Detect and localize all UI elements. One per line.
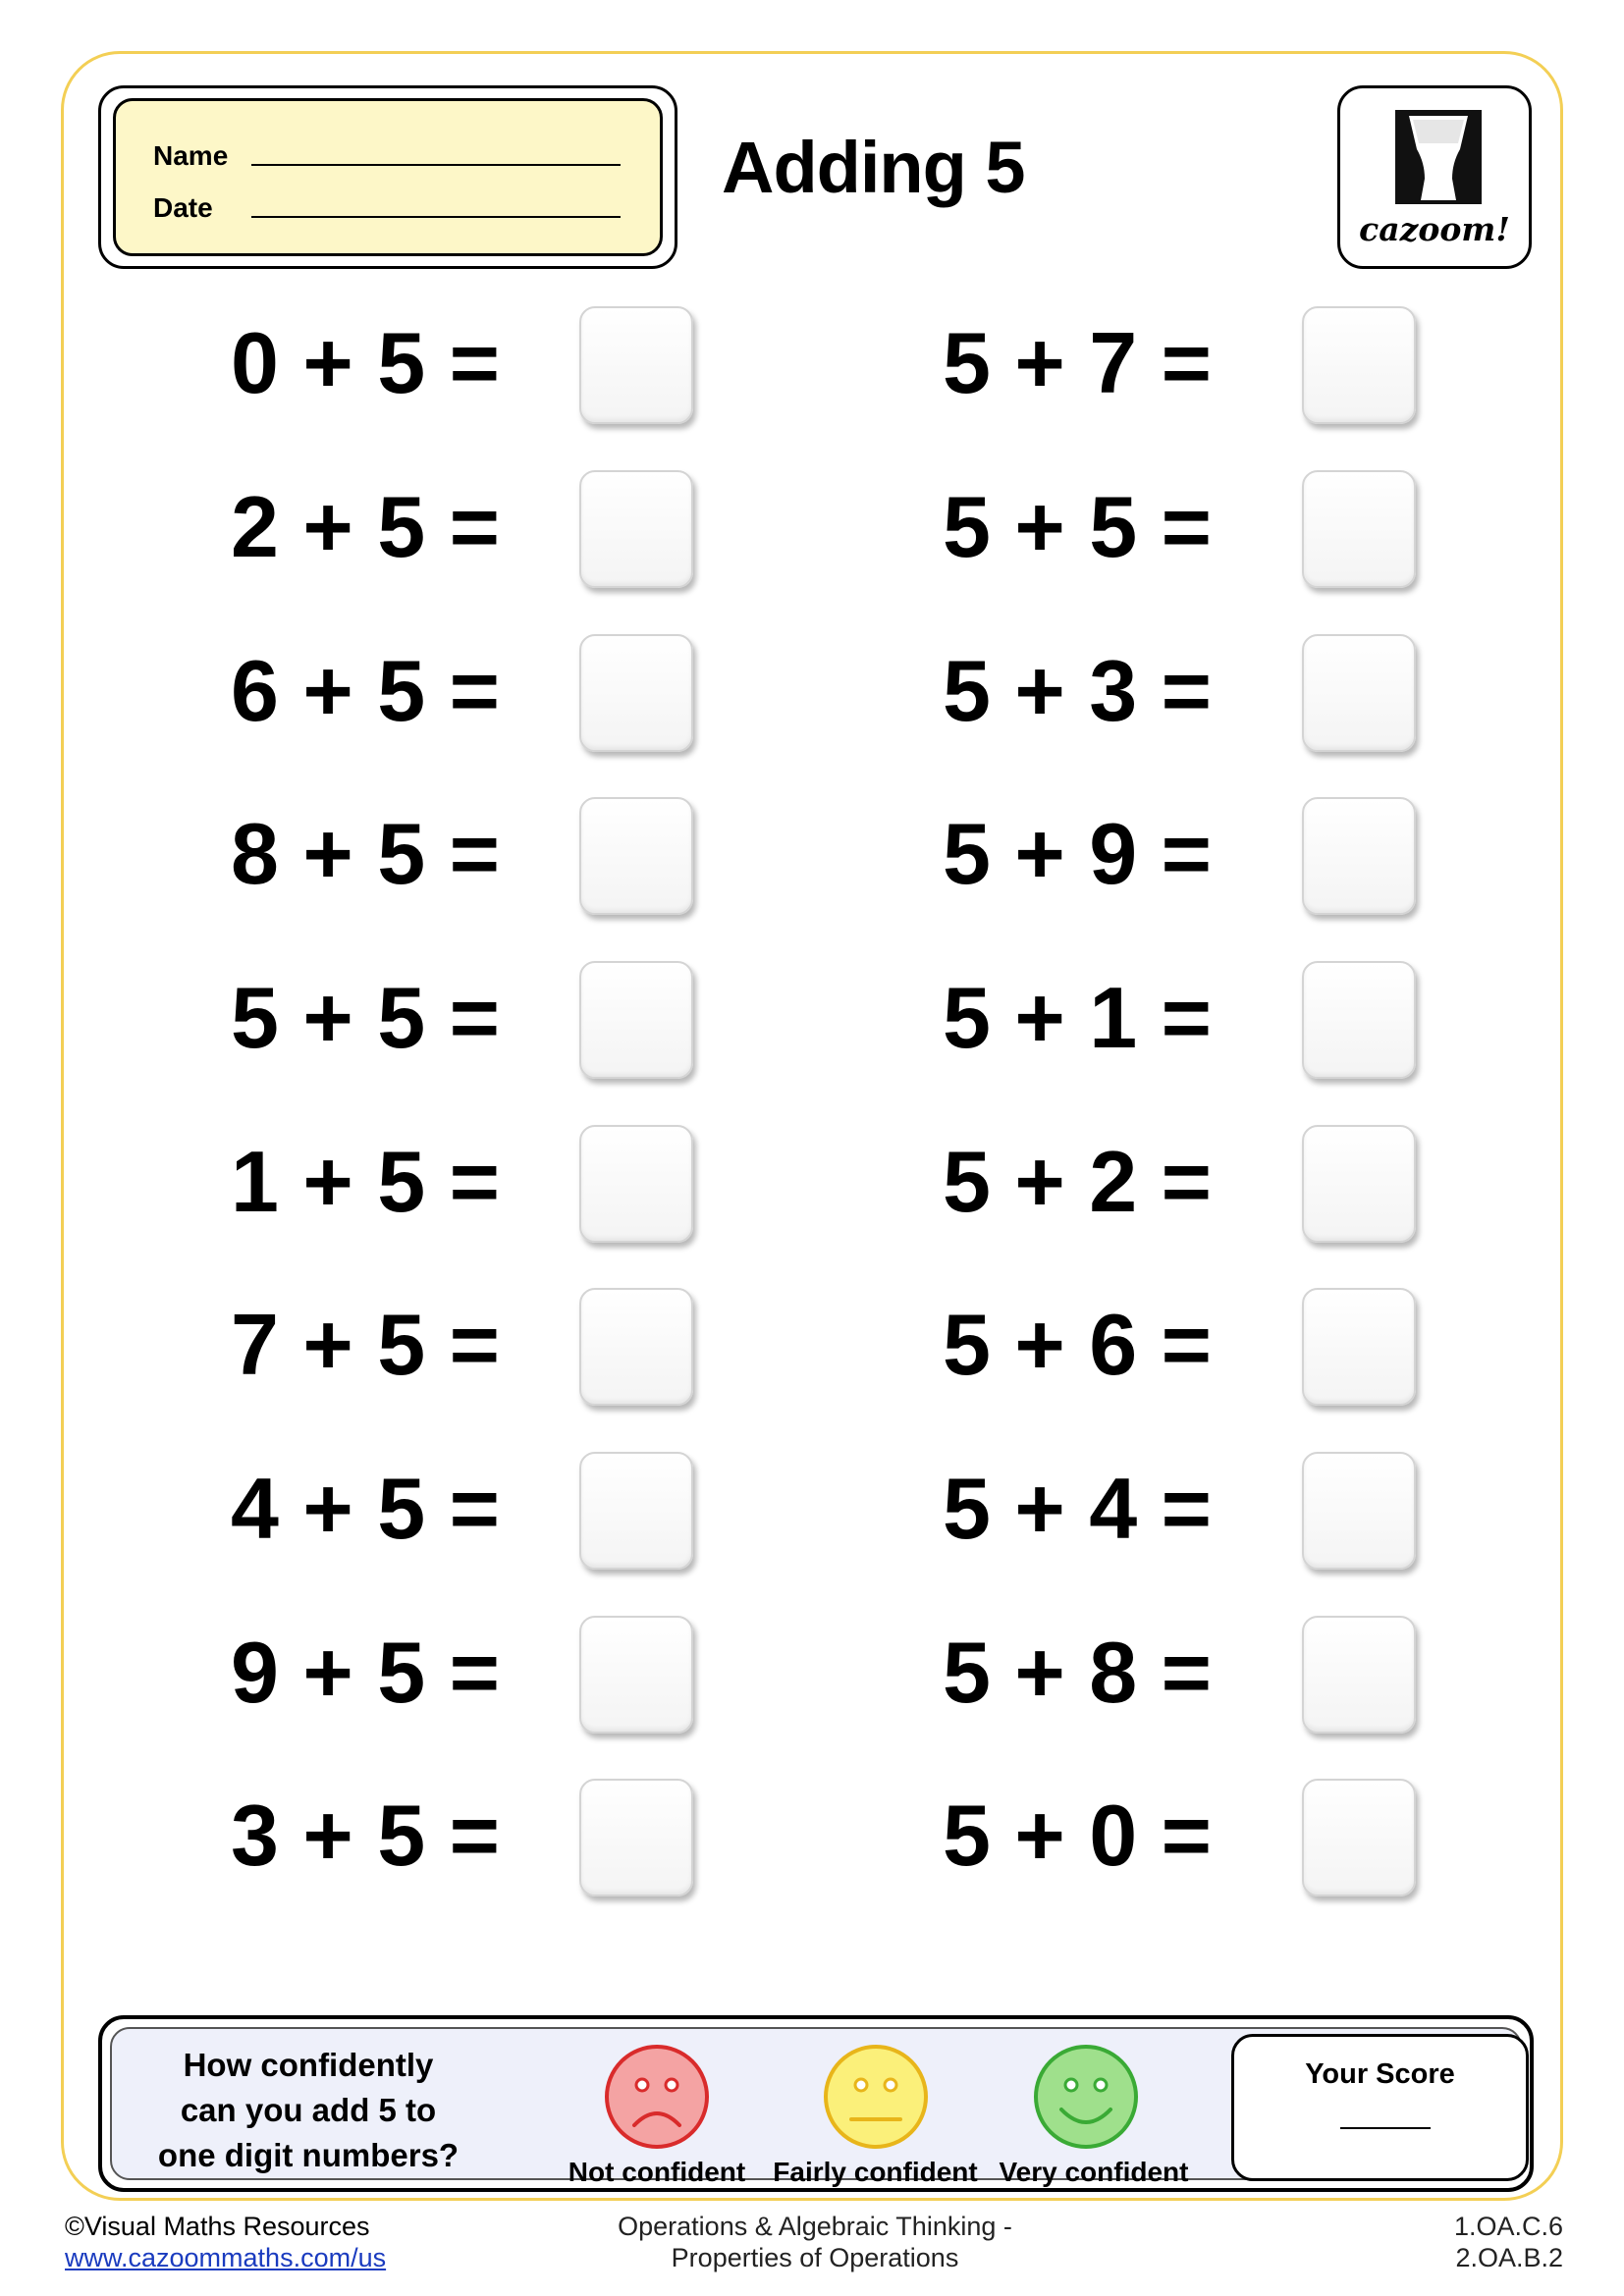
problem-row xyxy=(943,642,1213,739)
problem-row xyxy=(943,1624,1213,1721)
standard-code: 2.OA.B.2 xyxy=(1455,2243,1563,2272)
answer-box[interactable] xyxy=(1302,634,1416,752)
date-label: Date xyxy=(153,192,213,223)
problem-expression: 7 + 5 = xyxy=(231,1296,501,1393)
answer-box[interactable] xyxy=(579,1452,693,1570)
standard-code: 1.OA.C.6 xyxy=(1453,2212,1563,2241)
answer-box[interactable] xyxy=(579,797,693,915)
confidence-question: How confidently can you add 5 to one digit numbers? xyxy=(157,2047,460,2173)
problem-row xyxy=(943,478,1213,575)
score-label: Your Score xyxy=(1305,2058,1455,2090)
problem-expression: 8 + 5 = xyxy=(231,805,501,902)
problem-row xyxy=(943,969,1213,1066)
very-confident-label: Very confident xyxy=(999,2157,1189,2187)
answer-box[interactable] xyxy=(1302,1616,1416,1734)
problem-row xyxy=(231,969,501,1066)
score-line[interactable] xyxy=(1340,2127,1431,2129)
answer-box[interactable] xyxy=(579,634,693,752)
problem-row xyxy=(231,1133,501,1230)
problem-expression: 2 + 5 = xyxy=(231,478,501,575)
problem-row xyxy=(231,314,501,411)
answer-box[interactable] xyxy=(579,306,693,424)
not-confident-label: Not confident xyxy=(568,2157,746,2187)
problem-expression: 1 + 5 = xyxy=(231,1133,501,1230)
problem-expression: 4 + 5 = xyxy=(231,1460,501,1557)
problem-row xyxy=(231,1624,501,1721)
website-link[interactable]: www.cazoommaths.com/us xyxy=(65,2243,387,2272)
answer-box[interactable] xyxy=(1302,1288,1416,1406)
logo-text: cazoom! xyxy=(1359,210,1510,248)
answer-box[interactable] xyxy=(579,1779,693,1896)
happy-face-icon[interactable] xyxy=(1032,2043,1140,2151)
neutral-face-icon[interactable] xyxy=(822,2043,930,2151)
name-label: Name xyxy=(153,140,229,171)
problem-expression: 9 + 5 = xyxy=(231,1624,501,1721)
answer-box[interactable] xyxy=(1302,1452,1416,1570)
problem-expression: 5 + 5 = xyxy=(943,478,1213,575)
problem-row xyxy=(943,805,1213,902)
logo xyxy=(1337,85,1532,269)
answer-box[interactable] xyxy=(1302,470,1416,588)
answer-box[interactable] xyxy=(1302,961,1416,1079)
problem-row xyxy=(943,1787,1213,1884)
answer-box[interactable] xyxy=(579,1616,693,1734)
problem-expression: 5 + 5 = xyxy=(231,969,501,1066)
name-line[interactable] xyxy=(251,144,621,166)
answer-box[interactable] xyxy=(579,470,693,588)
problem-expression: 5 + 9 = xyxy=(943,805,1213,902)
score-box[interactable] xyxy=(1231,2034,1529,2181)
answer-box[interactable] xyxy=(579,961,693,1079)
page-title: Adding 5 xyxy=(722,127,1025,208)
answer-box[interactable] xyxy=(1302,797,1416,915)
problem-row xyxy=(231,1787,501,1884)
footer-left xyxy=(65,2211,386,2273)
drum-logo-icon xyxy=(1395,110,1482,204)
problem-row xyxy=(231,1296,501,1393)
problem-expression: 5 + 8 = xyxy=(943,1624,1213,1721)
problem-row xyxy=(231,642,501,739)
answer-box[interactable] xyxy=(1302,306,1416,424)
problem-expression: 0 + 5 = xyxy=(231,314,501,411)
problem-expression: 5 + 4 = xyxy=(943,1460,1213,1557)
problem-expression: 5 + 3 = xyxy=(943,642,1213,739)
problem-expression: 5 + 1 = xyxy=(943,969,1213,1066)
answer-box[interactable] xyxy=(1302,1779,1416,1896)
name-field[interactable] xyxy=(153,140,621,172)
confidence-panel xyxy=(98,2015,1534,2192)
copyright: ©Visual Maths Resources xyxy=(65,2212,370,2241)
problem-row xyxy=(231,805,501,902)
name-date-box xyxy=(98,85,677,269)
problem-expression: 6 + 5 = xyxy=(231,642,501,739)
problem-row xyxy=(943,1133,1213,1230)
problem-row xyxy=(943,314,1213,411)
problem-expression: 5 + 2 = xyxy=(943,1133,1213,1230)
problem-row xyxy=(943,1296,1213,1393)
problem-expression: 5 + 6 = xyxy=(943,1296,1213,1393)
sad-face-icon[interactable] xyxy=(603,2043,711,2151)
answer-box[interactable] xyxy=(579,1288,693,1406)
problem-row xyxy=(943,1460,1213,1557)
footer-topic: Operations & Algebraic Thinking - Properties of Operations xyxy=(618,2212,1012,2272)
problem-expression: 5 + 0 = xyxy=(943,1787,1213,1884)
problem-row xyxy=(231,478,501,575)
problem-row xyxy=(231,1460,501,1557)
answer-box[interactable] xyxy=(1302,1125,1416,1243)
problem-expression: 5 + 7 = xyxy=(943,314,1213,411)
date-line[interactable] xyxy=(251,196,621,218)
fairly-confident-label: Fairly confident xyxy=(773,2157,978,2187)
date-field[interactable] xyxy=(153,192,621,224)
problem-expression: 3 + 5 = xyxy=(231,1787,501,1884)
footer-standards xyxy=(1454,2211,1563,2273)
answer-box[interactable] xyxy=(579,1125,693,1243)
